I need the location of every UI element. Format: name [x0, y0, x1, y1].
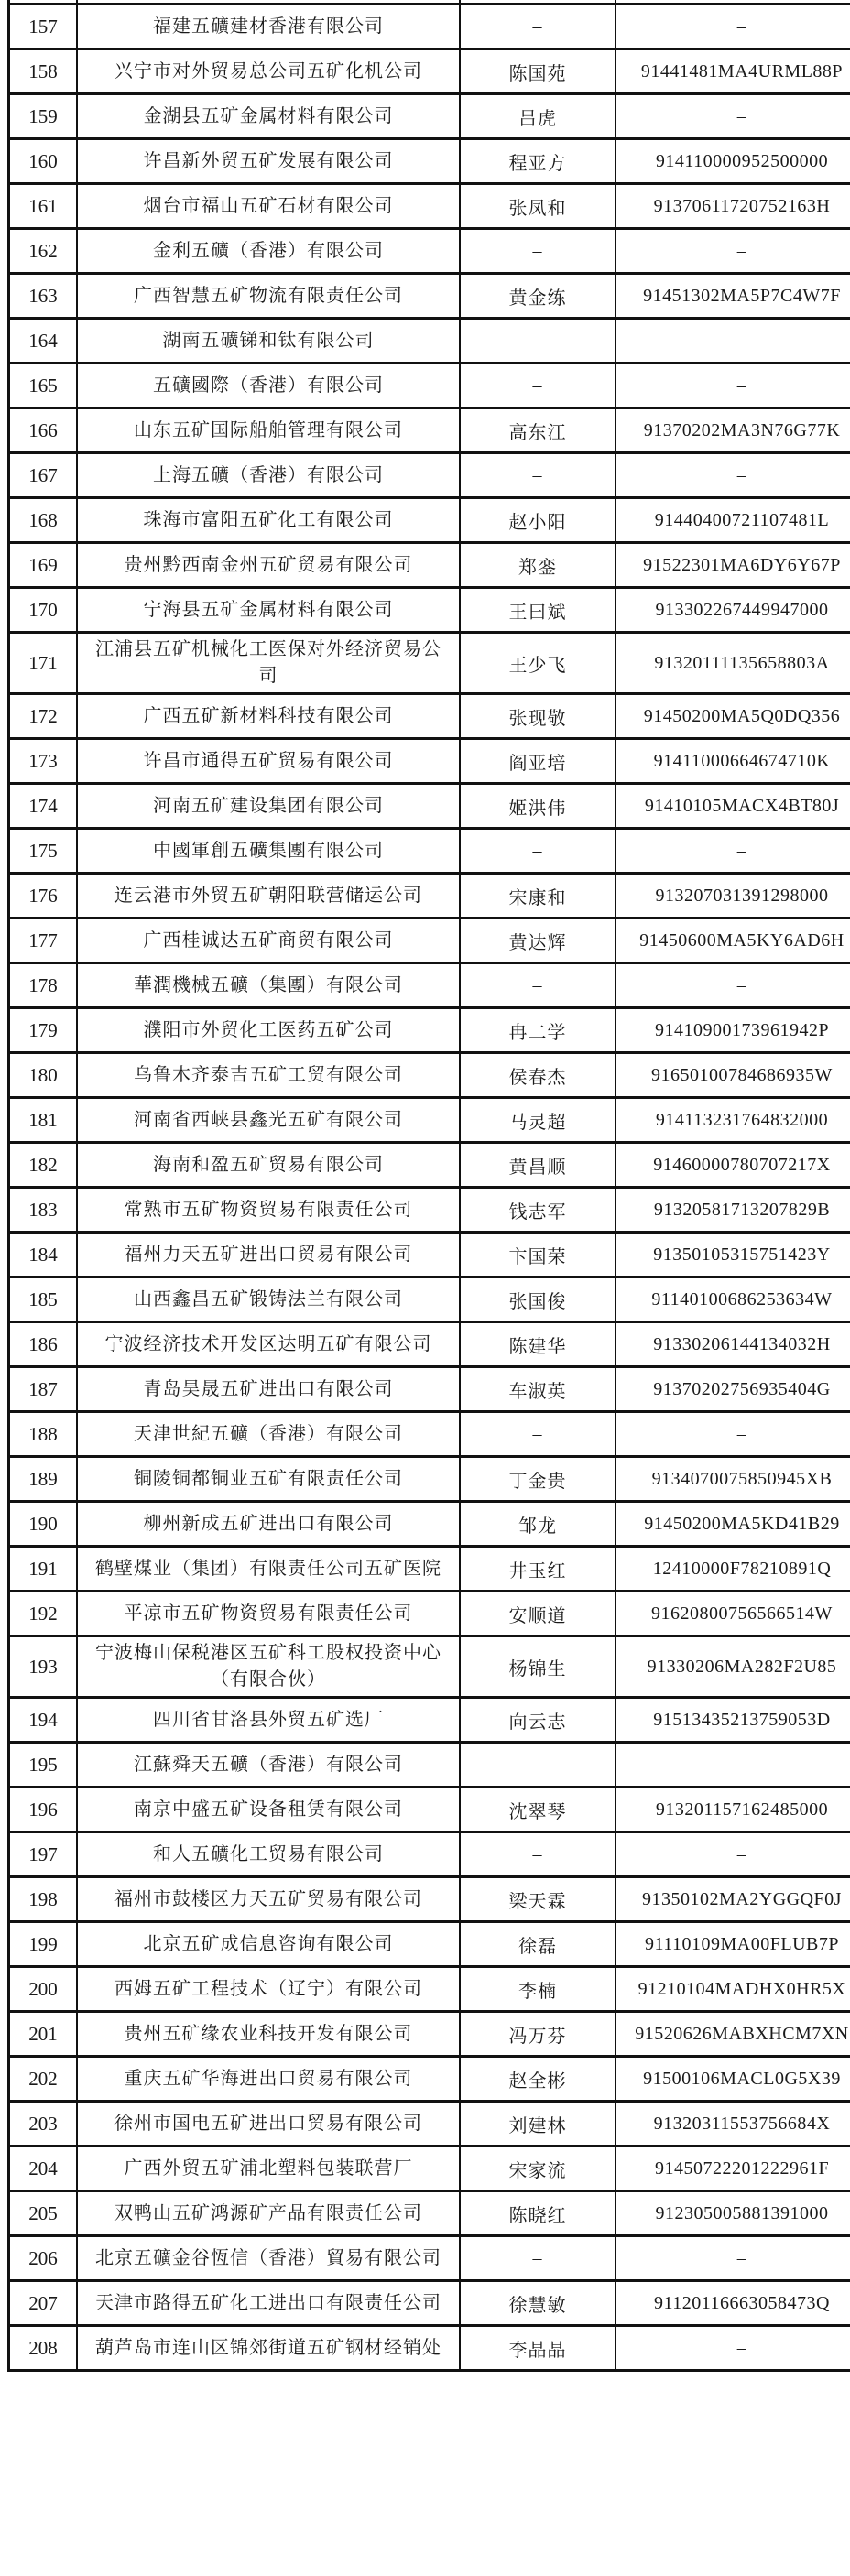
- cell-code: 91320111135658803A: [616, 633, 850, 694]
- cell-company: 福州市鼓楼区力天五矿贸易有限公司: [77, 1877, 460, 1922]
- cell-no: 196: [9, 1788, 78, 1832]
- cell-company: 四川省甘洛县外贸五矿选厂: [77, 1698, 460, 1743]
- cell-company: 金湖县五矿金属材料有限公司: [77, 94, 460, 139]
- cell-company: 许昌新外贸五矿发展有限公司: [77, 139, 460, 184]
- table-row: [9, 274, 850, 319]
- cell-code: 91410105MACX4BT80J: [616, 784, 850, 829]
- cell-no: 163: [9, 274, 78, 319]
- cell-code: 91450600MA5KY6AD6H: [616, 918, 850, 963]
- table-row: [9, 1143, 850, 1188]
- cell-company: 北京五矿成信息咨询有限公司: [77, 1922, 460, 1967]
- cell-person: 王曰斌: [460, 588, 616, 633]
- cell-person: 李楠: [460, 1967, 616, 2012]
- table-row: [9, 1188, 850, 1233]
- cell-person: –: [460, 364, 616, 408]
- table-row: [9, 2281, 850, 2326]
- cell-company: 江蘇舜天五礦（香港）有限公司: [77, 1743, 460, 1788]
- cell-person: –: [460, 1832, 616, 1877]
- cell-no: 182: [9, 1143, 78, 1188]
- cell-no: 204: [9, 2147, 78, 2191]
- cell-no: 190: [9, 1502, 78, 1547]
- cell-company: 徐州市国电五矿进出口贸易有限公司: [77, 2102, 460, 2147]
- table-row: [9, 739, 850, 784]
- cell-no: 201: [9, 2012, 78, 2057]
- cell-no: 206: [9, 2236, 78, 2281]
- cell-company: 宁波经济技术开发区达明五矿有限公司: [77, 1322, 460, 1367]
- cell-no: 208: [9, 2326, 78, 2371]
- cell-code: –: [616, 1743, 850, 1788]
- table-row: [9, 184, 850, 229]
- cell-code: 91320311553756684X: [616, 2102, 850, 2147]
- cell-person: 黄金练: [460, 274, 616, 319]
- cell-company: 福建五礦建材香港有限公司: [77, 5, 460, 49]
- table-row: [9, 1008, 850, 1053]
- cell-person: 丁金贵: [460, 1457, 616, 1502]
- cell-no: 179: [9, 1008, 78, 1053]
- cell-no: 164: [9, 319, 78, 364]
- cell-company: 海南和盈五矿贸易有限公司: [77, 1143, 460, 1188]
- cell-person: 赵小阳: [460, 498, 616, 543]
- cell-no: 158: [9, 49, 78, 94]
- cell-code: 91320581713207829B: [616, 1188, 850, 1233]
- table-row: [9, 829, 850, 874]
- table-row: [9, 49, 850, 94]
- cell-company: 福州力天五矿进出口贸易有限公司: [77, 1233, 460, 1277]
- table-row: [9, 874, 850, 918]
- cell-company: 广西外贸五矿浦北塑料包装联营厂: [77, 2147, 460, 2191]
- cell-person: 钱志军: [460, 1188, 616, 1233]
- table-row: [9, 1788, 850, 1832]
- cell-no: 188: [9, 1412, 78, 1457]
- cell-code: 91450200MA5Q0DQ356: [616, 694, 850, 739]
- table-row: [9, 364, 850, 408]
- cell-company: 和人五礦化工贸易有限公司: [77, 1832, 460, 1877]
- cell-company: 连云港市外贸五矿朝阳联营储运公司: [77, 874, 460, 918]
- cell-code: 91440400721107481L: [616, 498, 850, 543]
- cell-person: 张国俊: [460, 1277, 616, 1322]
- cell-company: 贵州黔西南金州五矿贸易有限公司: [77, 543, 460, 588]
- cell-code: 914110000952500000: [616, 139, 850, 184]
- cell-person: 李晶晶: [460, 2326, 616, 2371]
- table-row: [9, 1547, 850, 1592]
- cell-person: 井玉红: [460, 1547, 616, 1592]
- cell-person: 程亚方: [460, 139, 616, 184]
- cell-code: 91330206144134032H: [616, 1322, 850, 1367]
- table-row: [9, 1322, 850, 1367]
- cell-code: –: [616, 1412, 850, 1457]
- cell-person: 马灵超: [460, 1098, 616, 1143]
- cell-company: 南京中盛五矿设备租赁有限公司: [77, 1788, 460, 1832]
- cell-person: 徐磊: [460, 1922, 616, 1967]
- cell-code: 913302267449947000: [616, 588, 850, 633]
- cell-code: 91500106MACL0G5X39: [616, 2057, 850, 2102]
- cell-person: 徐慧敏: [460, 2281, 616, 2326]
- cell-code: –: [616, 364, 850, 408]
- cell-company: 濮阳市外贸化工医药五矿公司: [77, 1008, 460, 1053]
- cell-code: –: [616, 1832, 850, 1877]
- cell-company: 金利五礦（香港）有限公司: [77, 229, 460, 274]
- cell-company: 上海五礦（香港）有限公司: [77, 453, 460, 498]
- cell-no: 172: [9, 694, 78, 739]
- cell-no: 168: [9, 498, 78, 543]
- table-row: [9, 1367, 850, 1412]
- cell-person: 杨锦生: [460, 1636, 616, 1698]
- cell-company: 烟台市福山五矿石材有限公司: [77, 184, 460, 229]
- table-row: [9, 5, 850, 49]
- cell-no: 205: [9, 2191, 78, 2236]
- table-row: [9, 1412, 850, 1457]
- table-row: [9, 918, 850, 963]
- cell-code: 91370202756935404G: [616, 1367, 850, 1412]
- cell-company: 中國軍創五礦集團有限公司: [77, 829, 460, 874]
- table-row: [9, 1877, 850, 1922]
- cell-company: 華潤機械五礦（集團）有限公司: [77, 963, 460, 1008]
- cell-person: 冯万芬: [460, 2012, 616, 2057]
- cell-code: 91330206MA282F2U85: [616, 1636, 850, 1698]
- cell-person: 宋康和: [460, 874, 616, 918]
- cell-code: 91513435213759053D: [616, 1698, 850, 1743]
- cell-code: –: [616, 2236, 850, 2281]
- cell-company: 宁波梅山保税港区五矿科工股权投资中心（有限合伙）: [77, 1636, 460, 1698]
- cell-person: –: [460, 829, 616, 874]
- cell-no: 202: [9, 2057, 78, 2102]
- table-row: [9, 1832, 850, 1877]
- cell-person: 王少飞: [460, 633, 616, 694]
- table-row: [9, 139, 850, 184]
- cell-no: 192: [9, 1592, 78, 1636]
- cell-no: 189: [9, 1457, 78, 1502]
- cell-person: –: [460, 1412, 616, 1457]
- cell-person: –: [460, 229, 616, 274]
- cell-no: 180: [9, 1053, 78, 1098]
- cell-code: 91410900173961942P: [616, 1008, 850, 1053]
- table-row: [9, 2102, 850, 2147]
- table-row: [9, 1636, 850, 1698]
- cell-code: –: [616, 5, 850, 49]
- table-row: [9, 498, 850, 543]
- cell-no: 207: [9, 2281, 78, 2326]
- cell-person: 车淑英: [460, 1367, 616, 1412]
- cell-no: 159: [9, 94, 78, 139]
- cell-person: –: [460, 963, 616, 1008]
- cell-company: 江浦县五矿机械化工医保对外经济贸易公司: [77, 633, 460, 694]
- cell-company: 重庆五矿华海进出口贸易有限公司: [77, 2057, 460, 2102]
- table-row: [9, 1502, 850, 1547]
- cell-no: 199: [9, 1922, 78, 1967]
- cell-company: 五礦國際（香港）有限公司: [77, 364, 460, 408]
- table-row: [9, 408, 850, 453]
- table-row: [9, 2057, 850, 2102]
- cell-code: –: [616, 829, 850, 874]
- cell-code: 91520626MABXHCM7XN: [616, 2012, 850, 2057]
- cell-no: 173: [9, 739, 78, 784]
- cell-person: 梁天霖: [460, 1877, 616, 1922]
- cell-code: 91370611720752163H: [616, 184, 850, 229]
- cell-code: –: [616, 2326, 850, 2371]
- cell-person: 卞国荣: [460, 1233, 616, 1277]
- cell-code: 91210104MADHX0HR5X: [616, 1967, 850, 2012]
- cell-code: 91411000664674710K: [616, 739, 850, 784]
- cell-person: 吕虎: [460, 94, 616, 139]
- cell-no: 193: [9, 1636, 78, 1698]
- table-row: [9, 1277, 850, 1322]
- cell-person: 刘建林: [460, 2102, 616, 2147]
- cell-code: 91650100784686935W: [616, 1053, 850, 1098]
- table-row: [9, 319, 850, 364]
- cell-company: 广西智慧五矿物流有限责任公司: [77, 274, 460, 319]
- cell-no: 198: [9, 1877, 78, 1922]
- cell-person: –: [460, 319, 616, 364]
- cell-person: 黄达辉: [460, 918, 616, 963]
- cell-no: 165: [9, 364, 78, 408]
- cell-code: 913201157162485000: [616, 1788, 850, 1832]
- cell-company: 湖南五礦锑和钛有限公司: [77, 319, 460, 364]
- cell-company: 河南五矿建设集团有限公司: [77, 784, 460, 829]
- cell-company: 河南省西峡县鑫光五矿有限公司: [77, 1098, 460, 1143]
- cell-no: 162: [9, 229, 78, 274]
- table-row: [9, 633, 850, 694]
- cell-code: 91620800756566514W: [616, 1592, 850, 1636]
- cell-person: 陈国苑: [460, 49, 616, 94]
- cell-person: 高东江: [460, 408, 616, 453]
- table-row: [9, 2191, 850, 2236]
- cell-no: 160: [9, 139, 78, 184]
- cell-company: 西姆五矿工程技术（辽宁）有限公司: [77, 1967, 460, 2012]
- table-row: [9, 453, 850, 498]
- cell-no: 187: [9, 1367, 78, 1412]
- cell-company: 双鸭山五矿鸿源矿产品有限责任公司: [77, 2191, 460, 2236]
- cell-company: 葫芦岛市连山区锦郊街道五矿钢材经销处: [77, 2326, 460, 2371]
- cell-company: 兴宁市对外贸易总公司五矿化机公司: [77, 49, 460, 94]
- cell-code: –: [616, 94, 850, 139]
- table-row: [9, 1743, 850, 1788]
- cell-code: 91140100686253634W: [616, 1277, 850, 1322]
- table-row: [9, 1233, 850, 1277]
- table-row: [9, 1053, 850, 1098]
- cell-company: 天津市路得五矿化工进出口有限责任公司: [77, 2281, 460, 2326]
- cell-person: 陈晓红: [460, 2191, 616, 2236]
- table-row: [9, 1457, 850, 1502]
- cell-code: 91451302MA5P7C4W7F: [616, 274, 850, 319]
- table-row: [9, 2236, 850, 2281]
- cell-person: 张凤和: [460, 184, 616, 229]
- cell-no: 171: [9, 633, 78, 694]
- cell-no: 183: [9, 1188, 78, 1233]
- cell-no: 185: [9, 1277, 78, 1322]
- table-row: [9, 2326, 850, 2371]
- cell-company: 天津世紀五礦（香港）有限公司: [77, 1412, 460, 1457]
- registry-table-body: [9, 0, 850, 2371]
- cell-no: 200: [9, 1967, 78, 2012]
- cell-person: 陈建华: [460, 1322, 616, 1367]
- cell-no: 176: [9, 874, 78, 918]
- cell-no: 175: [9, 829, 78, 874]
- cell-company: 广西五矿新材料科技有限公司: [77, 694, 460, 739]
- cell-code: 91120116663058473Q: [616, 2281, 850, 2326]
- table-row: [9, 94, 850, 139]
- table-row: [9, 694, 850, 739]
- cell-code: 91350102MA2YGGQF0J: [616, 1877, 850, 1922]
- cell-no: 181: [9, 1098, 78, 1143]
- cell-no: 170: [9, 588, 78, 633]
- cell-company: 山西鑫昌五矿锻铸法兰有限公司: [77, 1277, 460, 1322]
- table-row: [9, 1698, 850, 1743]
- cell-company: 乌鲁木齐泰吉五矿工贸有限公司: [77, 1053, 460, 1098]
- table-row: [9, 2147, 850, 2191]
- cell-no: 166: [9, 408, 78, 453]
- cell-no: 177: [9, 918, 78, 963]
- cell-no: 186: [9, 1322, 78, 1367]
- table-row: [9, 1967, 850, 2012]
- cell-code: 12410000F78210891Q: [616, 1547, 850, 1592]
- cell-company: 许昌市通得五矿贸易有限公司: [77, 739, 460, 784]
- cell-code: –: [616, 319, 850, 364]
- cell-person: 邹龙: [460, 1502, 616, 1547]
- cell-no: 203: [9, 2102, 78, 2147]
- cell-person: –: [460, 2236, 616, 2281]
- cell-no: 157: [9, 5, 78, 49]
- cell-code: 91110109MA00FLUB7P: [616, 1922, 850, 1967]
- cell-no: 161: [9, 184, 78, 229]
- cell-no: 191: [9, 1547, 78, 1592]
- cell-person: –: [460, 453, 616, 498]
- cell-code: 914113231764832000: [616, 1098, 850, 1143]
- cell-person: 阎亚培: [460, 739, 616, 784]
- cell-person: 冉二学: [460, 1008, 616, 1053]
- cell-no: 169: [9, 543, 78, 588]
- cell-code: 912305005881391000: [616, 2191, 850, 2236]
- cell-no: 194: [9, 1698, 78, 1743]
- cell-company: 山东五矿国际船舶管理有限公司: [77, 408, 460, 453]
- table-row: [9, 1922, 850, 1967]
- cell-company: 北京五礦金谷恆信（香港）貿易有限公司: [77, 2236, 460, 2281]
- table-row: [9, 588, 850, 633]
- cell-code: 91450200MA5KD41B29: [616, 1502, 850, 1547]
- cell-person: 郑銮: [460, 543, 616, 588]
- table-row: [9, 1098, 850, 1143]
- cell-person: –: [460, 5, 616, 49]
- cell-company: 铜陵铜都铜业五矿有限责任公司: [77, 1457, 460, 1502]
- cell-person: 赵全彬: [460, 2057, 616, 2102]
- cell-no: 178: [9, 963, 78, 1008]
- table-row: [9, 2012, 850, 2057]
- table-row: [9, 543, 850, 588]
- cell-no: 174: [9, 784, 78, 829]
- cell-code: 913207031391298000: [616, 874, 850, 918]
- cell-code: 91460000780707217X: [616, 1143, 850, 1188]
- cell-company: 珠海市富阳五矿化工有限公司: [77, 498, 460, 543]
- table-row: [9, 963, 850, 1008]
- cell-person: –: [460, 1743, 616, 1788]
- cell-no: 197: [9, 1832, 78, 1877]
- cell-company: 平凉市五矿物资贸易有限责任公司: [77, 1592, 460, 1636]
- cell-no: 167: [9, 453, 78, 498]
- cell-code: –: [616, 453, 850, 498]
- cell-person: 沈翠琴: [460, 1788, 616, 1832]
- cell-company: 常熟市五矿物资贸易有限责任公司: [77, 1188, 460, 1233]
- cell-company: 贵州五矿缘农业科技开发有限公司: [77, 2012, 460, 2057]
- cell-code: 91441481MA4URML88P: [616, 49, 850, 94]
- cell-person: 张现敬: [460, 694, 616, 739]
- cell-code: 91522301MA6DY6Y67P: [616, 543, 850, 588]
- cell-no: 184: [9, 1233, 78, 1277]
- cell-no: 195: [9, 1743, 78, 1788]
- cell-company: 宁海县五矿金属材料有限公司: [77, 588, 460, 633]
- cell-person: 侯春杰: [460, 1053, 616, 1098]
- cell-person: 黄昌顺: [460, 1143, 616, 1188]
- cell-person: 姬洪伟: [460, 784, 616, 829]
- cell-person: 向云志: [460, 1698, 616, 1743]
- cell-person: 安顺道: [460, 1592, 616, 1636]
- table-row: [9, 1592, 850, 1636]
- cell-code: 9134070075850945XB: [616, 1457, 850, 1502]
- cell-company: 青岛昊晟五矿进出口有限公司: [77, 1367, 460, 1412]
- cell-company: 柳州新成五矿进出口有限公司: [77, 1502, 460, 1547]
- cell-code: 91370202MA3N76G77K: [616, 408, 850, 453]
- table-row: [9, 229, 850, 274]
- company-registry-table: [7, 0, 850, 2372]
- cell-code: –: [616, 229, 850, 274]
- cell-company: 鹤壁煤业（集团）有限责任公司五矿医院: [77, 1547, 460, 1592]
- cell-code: 91350105315751423Y: [616, 1233, 850, 1277]
- cell-company: 广西桂诚达五矿商贸有限公司: [77, 918, 460, 963]
- cell-code: 91450722201222961F: [616, 2147, 850, 2191]
- table-row: [9, 784, 850, 829]
- cell-person: 宋家流: [460, 2147, 616, 2191]
- cell-code: –: [616, 963, 850, 1008]
